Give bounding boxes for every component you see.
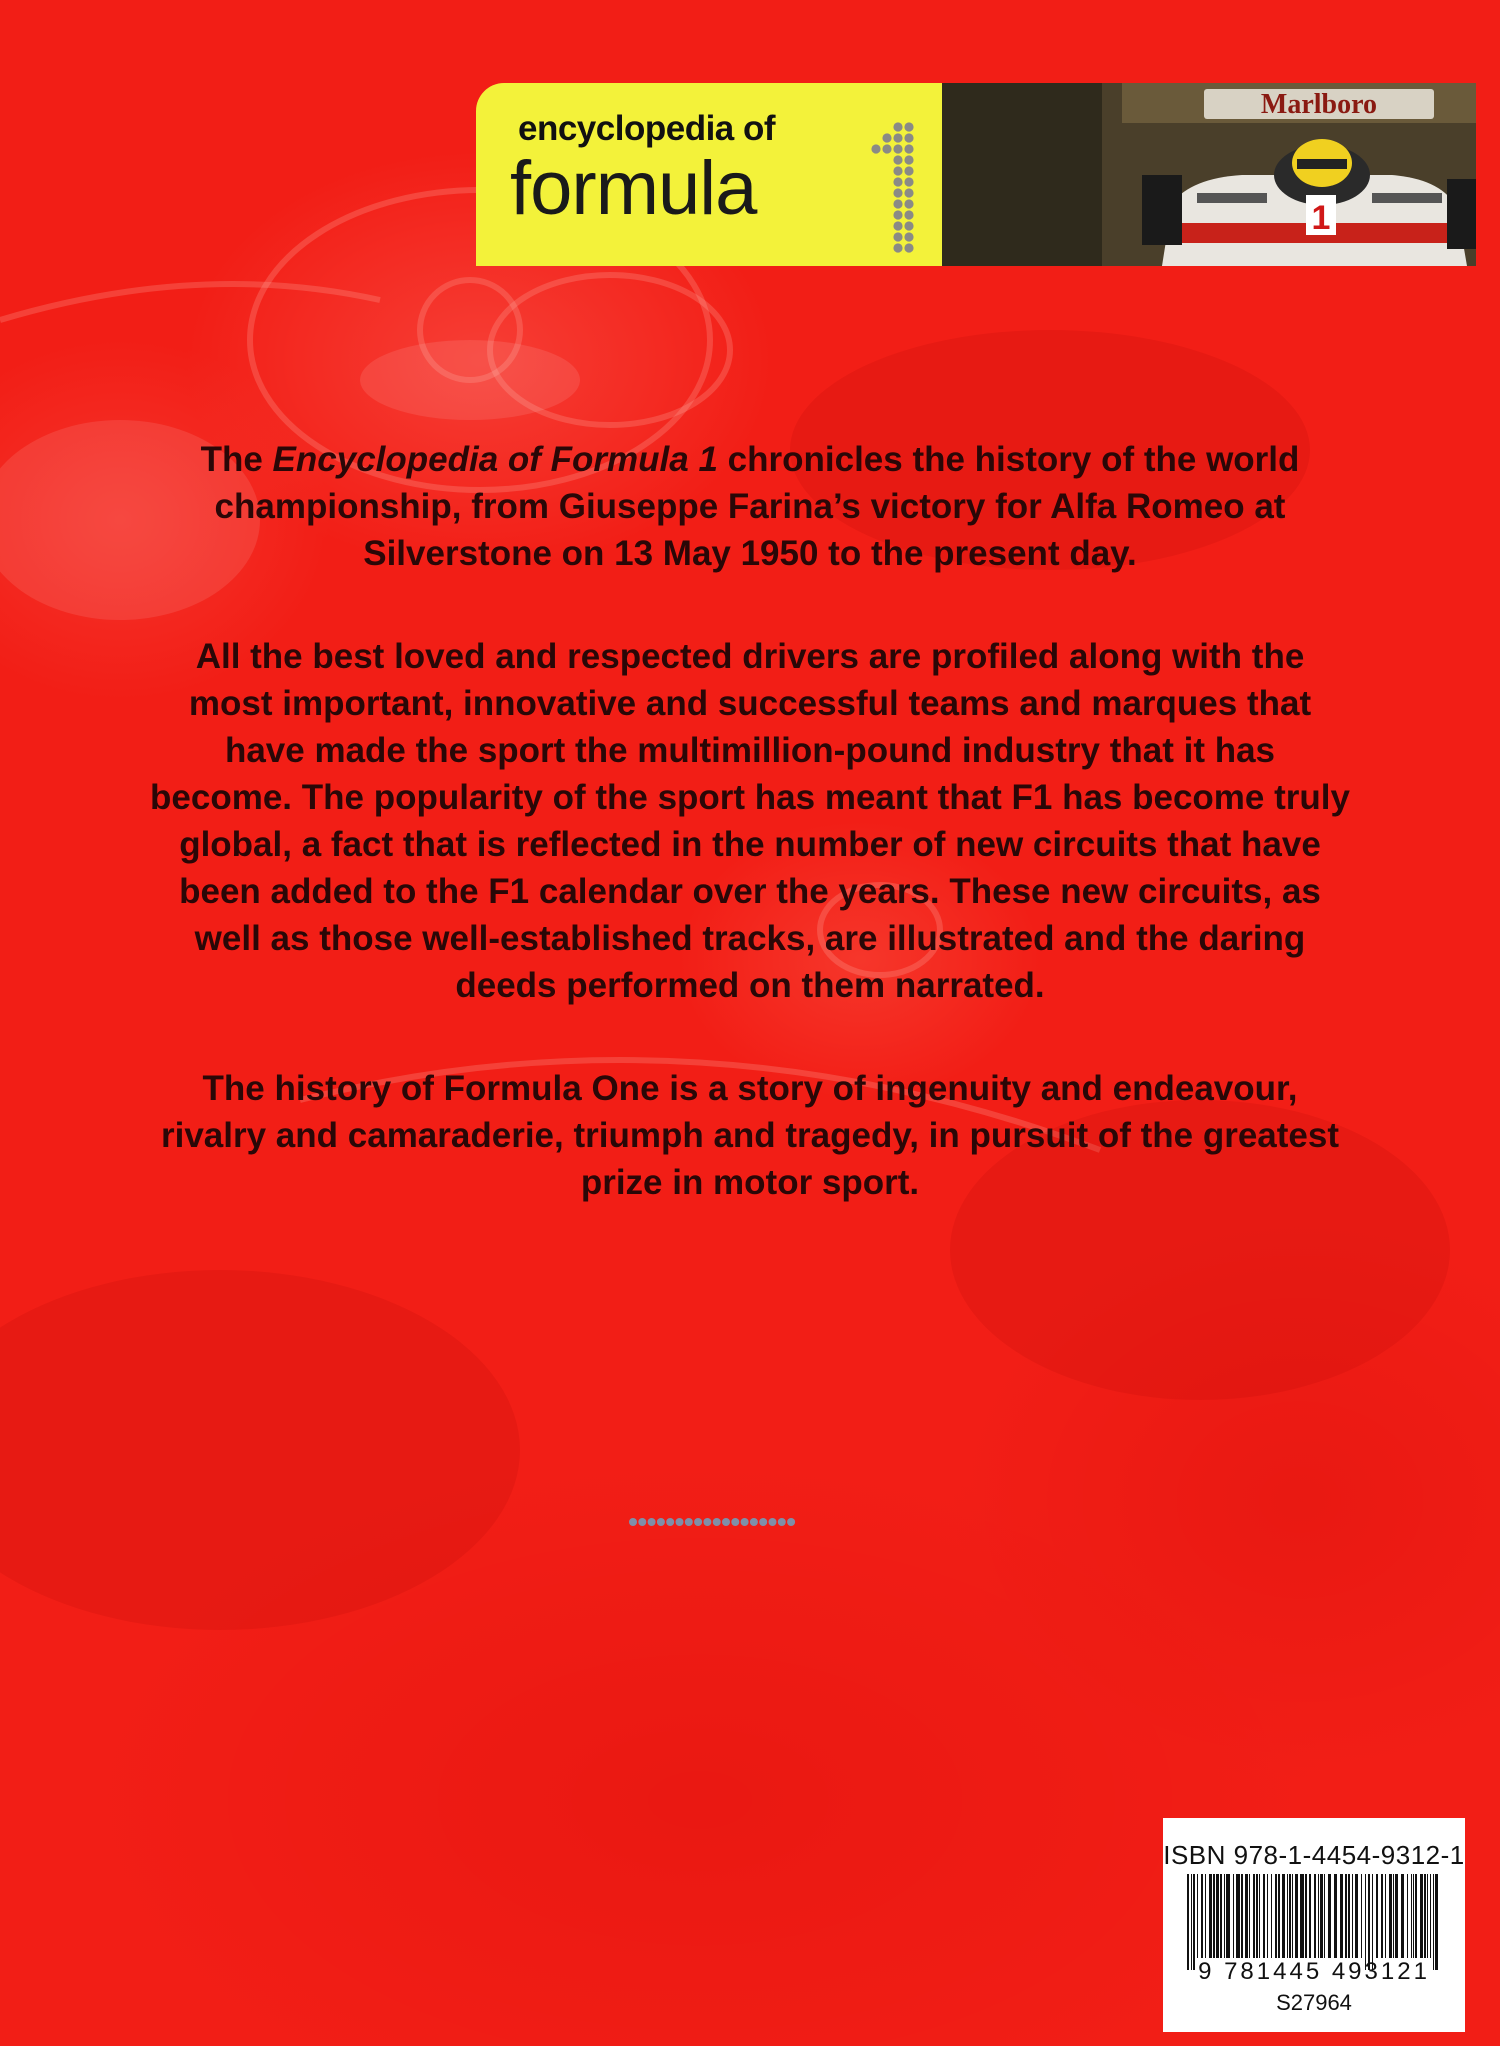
logo-dot <box>904 133 913 142</box>
barcode-bar <box>1271 1874 1272 1958</box>
decorative-dot <box>629 1518 637 1526</box>
barcode-bar <box>1205 1874 1206 1958</box>
decorative-dot <box>750 1518 758 1526</box>
barcode-bar <box>1385 1874 1386 1958</box>
title-panel <box>476 83 942 266</box>
barcode-bar <box>1256 1874 1258 1958</box>
logo-dot <box>893 144 902 153</box>
logo-dot <box>893 188 902 197</box>
numeral-one-logo <box>866 121 930 253</box>
title-line-1: encyclopedia of <box>518 109 776 148</box>
decorative-dot <box>648 1518 656 1526</box>
barcode-bar <box>1209 1874 1212 1958</box>
logo-dot <box>893 166 902 175</box>
decorative-dot <box>666 1518 674 1526</box>
logo-dot <box>893 243 902 252</box>
isbn-label: ISBN 978-1-4454-9312-1 <box>1163 1840 1465 1870</box>
barcode-bar <box>1216 1874 1219 1958</box>
barcode-bar <box>1324 1874 1325 1958</box>
barcode-bar <box>1345 1874 1347 1958</box>
barcode-bar <box>1411 1874 1412 1958</box>
barcode-bar <box>1368 1874 1370 1970</box>
logo-dot <box>904 232 913 241</box>
decorative-dot <box>731 1518 739 1526</box>
logo-dot <box>893 177 902 186</box>
ean-digits: 9 781445 493121 <box>1198 1958 1430 1985</box>
barcode-bar <box>1309 1874 1311 1958</box>
barcode-bar <box>1407 1874 1408 1958</box>
barcode-bar <box>1289 1874 1291 1958</box>
barcode-bar <box>1381 1874 1383 1958</box>
barcode-bar <box>1224 1874 1225 1958</box>
title-block <box>476 83 1476 266</box>
barcode-bar <box>1413 1874 1414 1958</box>
barcode-bar <box>1282 1874 1285 1958</box>
barcode-bar <box>1395 1874 1398 1958</box>
barcode-bar <box>1193 1874 1195 1970</box>
barcode-bar <box>1253 1874 1255 1958</box>
blurb-paragraph-2: All the best loved and respected drivers are profiled along with the most important, innovative and successful teams and marques that have made the sport the multimillion-pound industry that it has become. The popularity of the sport has meant that F1 has become truly global, a fact that is reflected in the number of new circuits that have been added to the F1 calendar over the years. These new circuits, as well as those well-established tracks, are illustrated and the daring deeds performed on them narrated. <box>150 637 1350 1005</box>
blurb-paragraph-1 <box>150 436 1350 577</box>
decorative-dot <box>741 1518 749 1526</box>
decorative-dot <box>638 1518 646 1526</box>
barcode-bar <box>1220 1874 1222 1958</box>
title-line-2: formula <box>510 146 757 231</box>
barcode-bar <box>1241 1874 1243 1958</box>
decorative-dot <box>722 1518 730 1526</box>
barcode-bar <box>1376 1874 1378 1958</box>
decorative-dot <box>778 1518 786 1526</box>
decorative-dot <box>759 1518 767 1526</box>
decorative-dot <box>694 1518 702 1526</box>
decorative-dot <box>769 1518 777 1526</box>
barcode-bar <box>1278 1874 1280 1958</box>
barcode-bar <box>1187 1874 1189 1970</box>
logo-dot <box>882 144 891 153</box>
barcode-bar <box>1292 1874 1293 1958</box>
barcode-bar <box>1233 1874 1234 1958</box>
barcode-bar <box>1389 1874 1392 1958</box>
barcode-bar <box>1320 1874 1323 1958</box>
barcode-bars <box>1183 1874 1445 1970</box>
product-code: S27964 <box>1276 1990 1352 2015</box>
blurb-paragraph-3: The history of Formula One is a story of ingenuity and endeavour, rivalry and camaraderie, triumph and tragedy, in pursuit of the greatest prize in motor sport. <box>161 1069 1339 1202</box>
racing-car-photo <box>942 83 1476 266</box>
barcode-bar <box>1263 1874 1265 1958</box>
barcode-bar <box>1420 1874 1423 1958</box>
logo-dot <box>893 199 902 208</box>
barcode-bar <box>1361 1874 1362 1958</box>
barcode-bar <box>1267 1874 1268 1958</box>
decorative-dot <box>713 1518 721 1526</box>
logo-dot <box>904 210 913 219</box>
logo-dot <box>904 188 913 197</box>
barcode-bar <box>1430 1874 1431 1958</box>
decorative-dot-row <box>628 1515 800 1529</box>
barcode-bar <box>1365 1874 1366 1970</box>
barcode-panel <box>1163 1818 1465 2032</box>
barcode-bar <box>1401 1874 1404 1958</box>
barcode-bar <box>1245 1874 1248 1958</box>
para-1-start: The <box>200 440 273 479</box>
decorative-dot <box>676 1518 684 1526</box>
barcode-bar <box>1393 1874 1394 1958</box>
barcode-bar <box>1355 1874 1358 1958</box>
barcode-bar <box>1424 1874 1426 1958</box>
logo-dot <box>904 155 913 164</box>
barcode-bar <box>1236 1874 1240 1958</box>
barcode-bar <box>1372 1874 1373 1970</box>
blurb <box>150 436 1350 1206</box>
barcode-bar <box>1191 1874 1192 1970</box>
barcode-bar <box>1197 1874 1198 1958</box>
barcode-bar <box>1318 1874 1319 1958</box>
barcode-bar <box>1300 1874 1304 1958</box>
svg-text:1: 1 <box>1311 199 1331 237</box>
logo-dot <box>904 221 913 230</box>
logo-dot <box>893 232 902 241</box>
logo-dot <box>871 144 880 153</box>
barcode-bar <box>1340 1874 1343 1958</box>
para-1-rest: chronicles the history of the world championship, from Giuseppe Farina’s victory for Alfa Romeo at Silverstone on 13 May 1950 to the present day. <box>214 440 1300 573</box>
barcode-bar <box>1275 1874 1277 1958</box>
barcode-bar <box>1415 1874 1417 1958</box>
logo-dot <box>893 122 902 131</box>
barcode-bar <box>1249 1874 1250 1958</box>
logo-dot <box>893 221 902 230</box>
logo-dot <box>904 166 913 175</box>
barcode-bar <box>1201 1874 1203 1958</box>
barcode-bar <box>1435 1874 1438 1970</box>
barcode-bar <box>1295 1874 1298 1958</box>
barcode-bar <box>1213 1874 1215 1958</box>
barcode-bar <box>1433 1874 1434 1970</box>
logo-dot <box>904 199 913 208</box>
logo-dot <box>893 155 902 164</box>
logo-dot <box>904 243 913 252</box>
barcode-bar <box>1427 1874 1428 1958</box>
decorative-dot <box>703 1518 711 1526</box>
decorative-dot <box>787 1518 795 1526</box>
barcode-bar <box>1348 1874 1350 1958</box>
barcode-bar <box>1226 1874 1230 1958</box>
logo-dot <box>893 133 902 142</box>
barcode-bar <box>1328 1874 1331 1958</box>
logo-dot <box>893 210 902 219</box>
barcode-bar <box>1334 1874 1337 1958</box>
barcode-bar <box>1287 1874 1288 1958</box>
barcode-bar <box>1305 1874 1307 1958</box>
decorative-dot <box>657 1518 665 1526</box>
sponsor-banner-text: Marlboro <box>1260 89 1378 120</box>
barcode-bar <box>1259 1874 1260 1958</box>
logo-dot <box>904 144 913 153</box>
decorative-dot <box>685 1518 693 1526</box>
barcode-bar <box>1352 1874 1353 1958</box>
logo-dot <box>904 177 913 186</box>
logo-dot <box>882 133 891 142</box>
barcode-bar <box>1314 1874 1316 1958</box>
book-title-italic: Encyclopedia of Formula 1 <box>272 440 718 479</box>
logo-dot <box>904 122 913 131</box>
